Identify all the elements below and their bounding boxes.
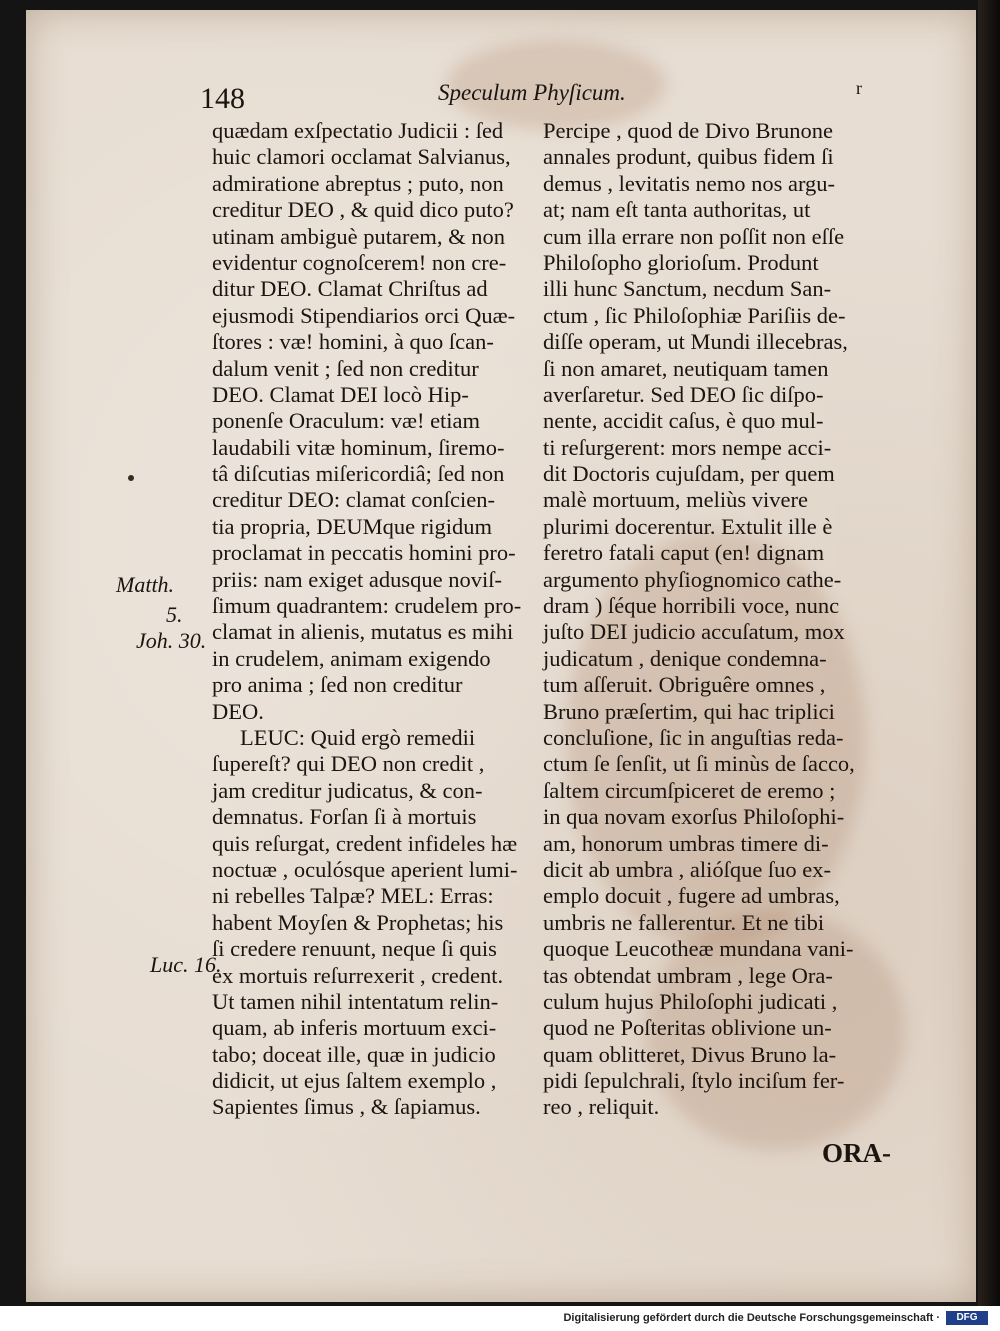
text-line: cum illa errare non poſſit non eſſe <box>543 223 845 249</box>
text-line: averſaretur. Sed DEO ſic diſpo- <box>543 381 824 407</box>
text-line: dicit ab umbra , alióſque ſuo ex- <box>543 856 832 882</box>
running-title: Speculum Phyſicum. <box>438 80 626 105</box>
right-column <box>543 118 883 1121</box>
text-line: quam, ab inferis mortuum exci- <box>212 1015 497 1041</box>
page-number: 148 <box>200 82 245 115</box>
text-line: Sapientes ſimus , & ſapiamus. <box>212 1094 481 1120</box>
text-line: ſi credere renuunt, neque ſi quis <box>212 936 497 962</box>
text-line: juſto DEI judicio accuſatum, mox <box>543 619 845 645</box>
text-line: ex mortuis reſurrexerit , credent. <box>212 962 504 988</box>
text-line: demnatus. Forſan ſi à mortuis <box>212 804 477 830</box>
text-line: admiratione abreptus ; puto, non <box>212 170 504 196</box>
text-line: dit Doctoris cujuſdam, per quem <box>543 461 835 487</box>
text-line: ſupereſt? qui DEO non credit , <box>212 751 485 777</box>
text-line: in qua novam exorſus Philoſophi- <box>543 804 845 830</box>
text-line: umbris ne fallerentur. Et ne tibi <box>543 909 825 935</box>
text-line: quis reſurgat, credent infideles hæ <box>212 830 518 856</box>
text-line: am, honorum umbras timere di- <box>543 830 829 856</box>
text-line: quædam exſpectatio Judicii : ſed <box>212 118 504 143</box>
text-line: illi hunc Sanctum, necdum San- <box>543 276 832 302</box>
footer-bar <box>0 1306 1000 1331</box>
text-line: emplo docuit , fugere ad umbras, <box>543 883 840 909</box>
text-line: tabo; doceat ille, quæ in judicio <box>212 1041 496 1067</box>
text-line: dram ) ſéque horribili voce, nunc <box>543 593 840 619</box>
text-line: ni rebelles Talpæ? MEL: Erras: <box>212 883 494 909</box>
text-line: ti reſurgerent: mors nempe acci- <box>543 434 832 460</box>
text-line: utinam ambiguè putarem, & non <box>212 223 506 249</box>
text-line: tâ diſcutias miſericordiâ; ſed non <box>212 461 505 487</box>
text-line: ditur DEO. Clamat Chriſtus ad <box>212 276 488 302</box>
dfg-logo-icon: DFG <box>946 1311 988 1325</box>
text-line: annales produnt, quibus fidem ſi <box>543 144 834 170</box>
text-line: DEO. Clamat DEI locò Hip- <box>212 381 469 407</box>
text-line: LEUC: Quid ergò remedii <box>240 724 476 750</box>
text-line: ſaltem circumſpiceret de eremo ; <box>543 777 836 803</box>
text-line: ctum , ſic Philoſophiæ Pariſiis de- <box>543 302 846 328</box>
text-line: ctum ſe ſenſit, ut ſi minùs de ſacco, <box>543 751 855 777</box>
text-line: feretro fatali caput (en! dignam <box>543 540 825 566</box>
text-line: reo , reliquit. <box>543 1094 660 1120</box>
left-column <box>212 118 542 1121</box>
text-line: noctuæ , oculósque aperient lumi- <box>212 856 518 882</box>
text-line: quoque Leucotheæ mundana vani- <box>543 936 854 962</box>
text-line: laudabili vitæ hominum, ſiremo- <box>212 434 505 460</box>
text-line: quam oblitteret, Divus Bruno la- <box>543 1041 837 1067</box>
margin-note-luke: Luc. 16. <box>150 952 222 977</box>
text-line: ſi non amaret, neutiquam tamen <box>543 355 829 381</box>
corner-mark: r <box>856 78 862 98</box>
text-line: huic clamori occlamat Salvianus, <box>212 144 511 170</box>
margin-note-john: Joh. 30. <box>136 628 207 653</box>
footer-credit: Digitalisierung gefördert durch die Deutsche Forschungsgemeinschaft · <box>563 1312 940 1324</box>
text-line: diſſe operam, ut Mundi illecebras, <box>543 329 848 355</box>
text-line: culum hujus Philoſophi judicati , <box>543 988 838 1014</box>
margin-note-matthew-chapter: 5. <box>166 602 183 627</box>
text-line: in crudelem, animam exigendo <box>212 645 491 671</box>
text-line: habent Moyſen & Prophetas; his <box>212 909 504 935</box>
text-line: pro anima ; ſed non creditur <box>212 672 463 698</box>
text-line: ponenſe Oraculum: væ! etiam <box>212 408 481 434</box>
text-line: at; nam eſt tanta authoritas, ut <box>543 197 811 223</box>
text-line: argumento phyſiognomico cathe- <box>543 566 842 592</box>
text-line: tia propria, DEUMque rigidum <box>212 513 492 539</box>
text-line: quod ne Poſteritas oblivione un- <box>543 1015 832 1041</box>
text-line: ſtores : væ! homini, à quo ſcan- <box>212 329 494 355</box>
text-line: tum aſſeruit. Obriguêre omnes , <box>543 672 826 698</box>
text-line: creditur DEO , & quid dico puto? <box>212 197 514 223</box>
text-line: Philoſopho glorioſum. Produnt <box>543 249 819 275</box>
catchword: ORA- <box>822 1138 891 1168</box>
text-line: nente, accidit caſus, è quo mul- <box>543 408 824 434</box>
text-line: priis: nam exiget adusque noviſ- <box>212 566 502 592</box>
text-line: malè mortuum, meliùs vivere <box>543 487 808 513</box>
text-line: plurimi docerentur. Extulit ille è <box>543 513 833 539</box>
text-line: didicit, ut ejus ſaltem exemplo , <box>212 1068 497 1094</box>
text-line: tas obtendat umbram , lege Ora- <box>543 962 833 988</box>
margin-note-matthew: Matth. <box>116 572 175 597</box>
text-line: Bruno præſertim, qui hac triplici <box>543 698 835 724</box>
text-line: judicatum , denique condemna- <box>543 645 827 671</box>
text-line: Ut tamen nihil intentatum relin- <box>212 988 499 1014</box>
book-binding <box>978 0 1000 1306</box>
text-line: DEO. <box>212 698 264 724</box>
text-line: clamat in alienis, mutatus es mihi <box>212 619 514 645</box>
text-line: jam creditur judicatus, & con- <box>212 777 483 803</box>
ink-dot <box>128 475 134 481</box>
text-line: concluſione, ſic in anguſtias reda- <box>543 724 844 750</box>
text-line: Percipe , quod de Divo Brunone <box>543 118 833 143</box>
text-line: pidi ſepulchrali, ſtylo inciſum fer- <box>543 1068 845 1094</box>
text-line: ejusmodi Stipendiarios orci Quæ- <box>212 302 516 328</box>
text-line: creditur DEO: clamat conſcien- <box>212 487 495 513</box>
text-line: evidentur cognoſcerem! non cre- <box>212 249 507 275</box>
text-line: ſimum quadrantem: crudelem pro- <box>212 593 522 619</box>
text-line: proclamat in peccatis homini pro- <box>212 540 516 566</box>
text-line: dalum venit ; ſed non creditur <box>212 355 479 381</box>
text-line: demus , levitatis nemo nos argu- <box>543 170 836 196</box>
